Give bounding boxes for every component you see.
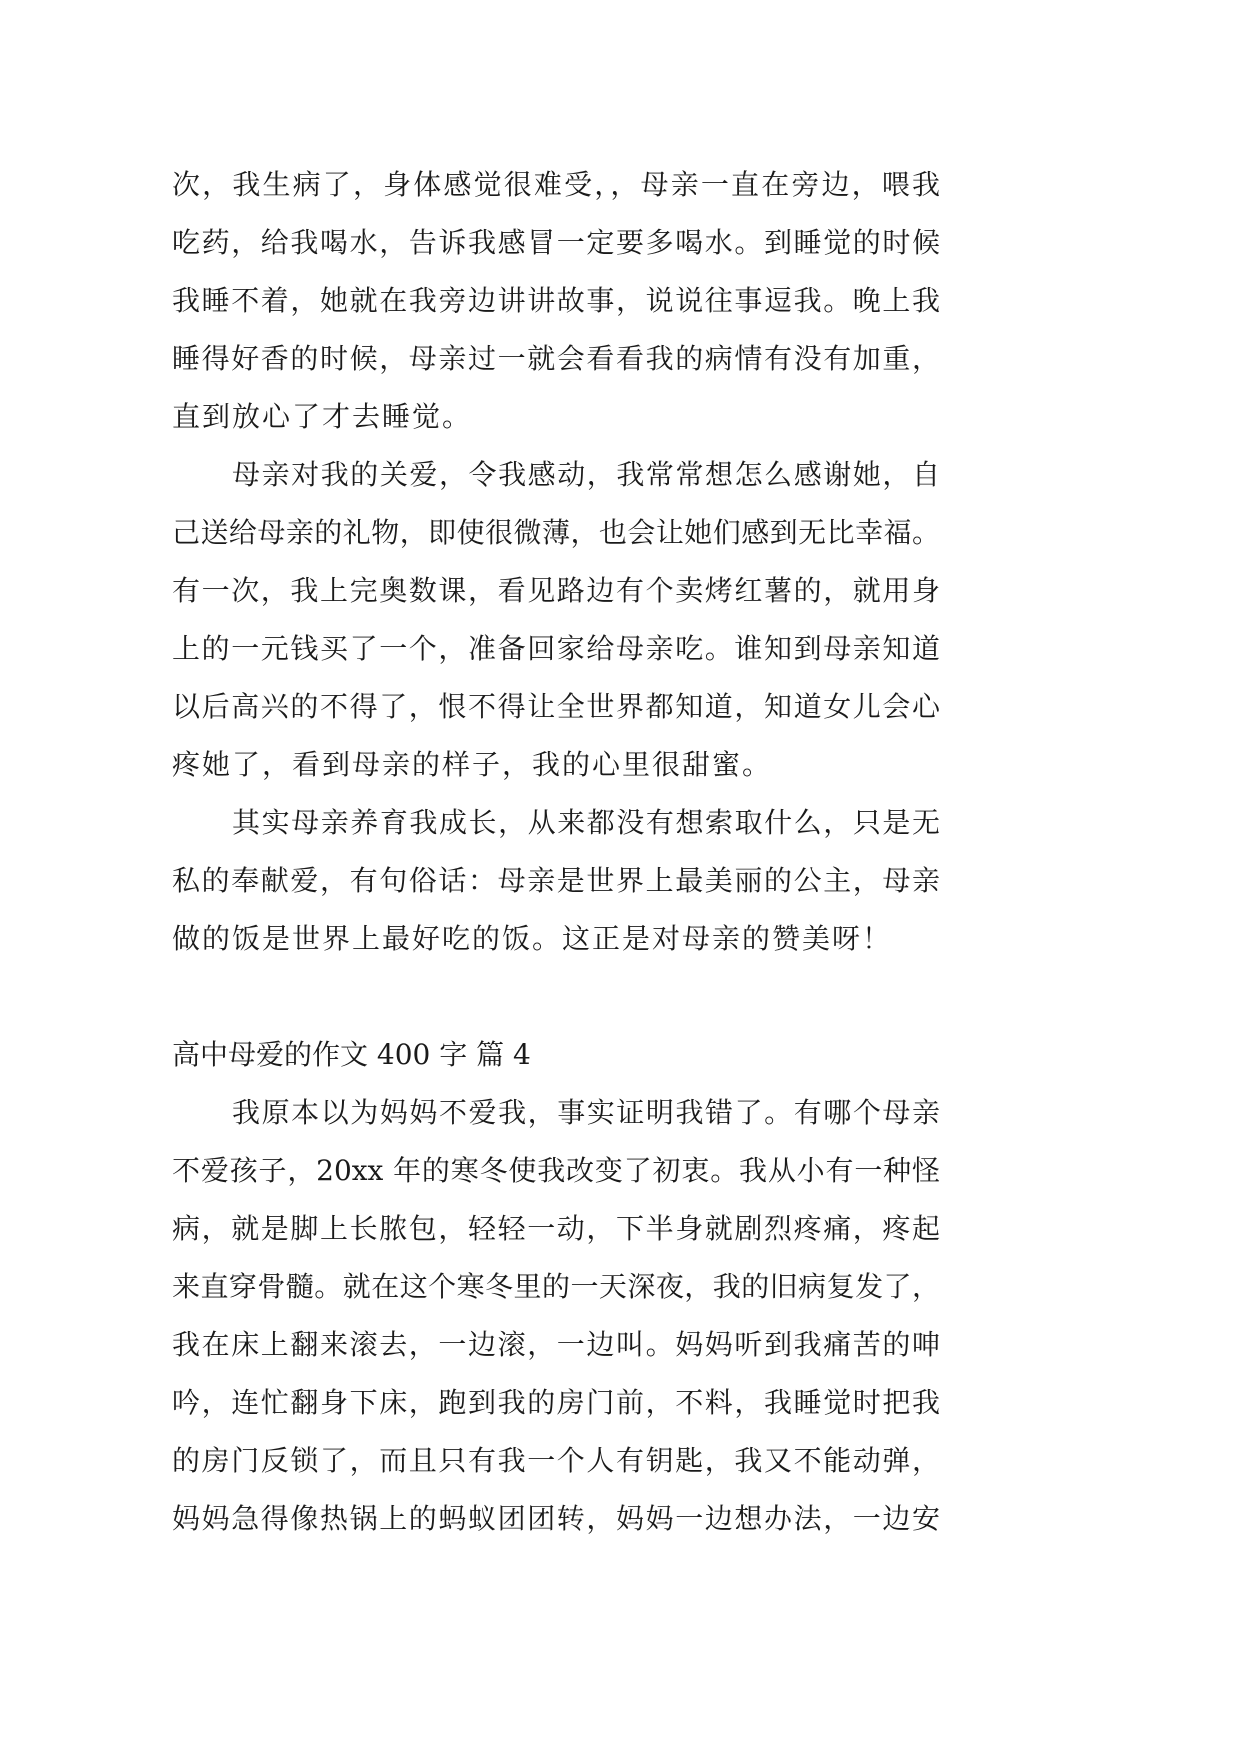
text-line: 的房门反锁了，而且只有我一个人有钥匙，我又不能动弹， xyxy=(172,1444,940,1477)
paragraph xyxy=(172,156,940,446)
text-line: 不爱孩子，20xx 年的寒冬使我改变了初衷。我从小有一种怪 xyxy=(172,1154,940,1187)
text-line: 妈妈急得像热锅上的蚂蚁团团转，妈妈一边想办法，一边安 xyxy=(172,1502,940,1535)
section-heading: 高中母爱的作文 400 字 篇 4 xyxy=(172,1038,531,1071)
text-line: 次，我生病了，身体感觉很难受，，母亲一直在旁边，喂我 xyxy=(172,168,940,201)
text-line: 吟，连忙翻身下床，跑到我的房门前，不料，我睡觉时把我 xyxy=(172,1386,940,1419)
text-line: 我在床上翻来滚去，一边滚，一边叫。妈妈听到我痛苦的呻 xyxy=(172,1328,940,1361)
text-line: 病，就是脚上长脓包，轻轻一动，下半身就剧烈疼痛，疼起 xyxy=(172,1212,940,1245)
text-line: 己送给母亲的礼物，即使很微薄，也会让她们感到无比幸福。 xyxy=(172,516,940,549)
paragraph xyxy=(172,446,940,794)
text-line: 母亲对我的关爱，令我感动，我常常想怎么感谢她，自 xyxy=(232,458,940,491)
text-line: 疼她了，看到母亲的样子，我的心里很甜蜜。 xyxy=(172,748,773,781)
text-line: 上的一元钱买了一个，准备回家给母亲吃。谁知到母亲知道 xyxy=(172,632,940,665)
text-line: 吃药，给我喝水，告诉我感冒一定要多喝水。到睡觉的时候 xyxy=(172,226,940,259)
paragraph xyxy=(172,1084,940,1548)
text-line: 做的饭是世界上最好吃的饭。这正是对母亲的赞美呀！ xyxy=(172,922,893,955)
text-line: 睡得好香的时候，母亲过一就会看看我的病情有没有加重， xyxy=(172,342,940,375)
text-line: 私的奉献爱，有句俗话：母亲是世界上最美丽的公主，母亲 xyxy=(172,864,940,897)
blank-line xyxy=(172,968,940,1026)
text-line: 以后高兴的不得了，恨不得让全世界都知道，知道女儿会心 xyxy=(172,690,940,723)
paragraph xyxy=(172,794,940,968)
text-line: 直到放心了才去睡觉。 xyxy=(172,400,473,433)
document-body xyxy=(172,156,940,1548)
text-line: 来直穿骨髓。就在这个寒冬里的一天深夜，我的旧病复发了， xyxy=(172,1270,940,1303)
text-line: 有一次，我上完奥数课，看见路边有个卖烤红薯的，就用身 xyxy=(172,574,940,607)
text-line: 其实母亲养育我成长，从来都没有想索取什么，只是无 xyxy=(232,806,940,839)
text-line: 我睡不着，她就在我旁边讲讲故事，说说往事逗我。晚上我 xyxy=(172,284,940,317)
text-line: 我原本以为妈妈不爱我，事实证明我错了。有哪个母亲 xyxy=(232,1096,940,1129)
